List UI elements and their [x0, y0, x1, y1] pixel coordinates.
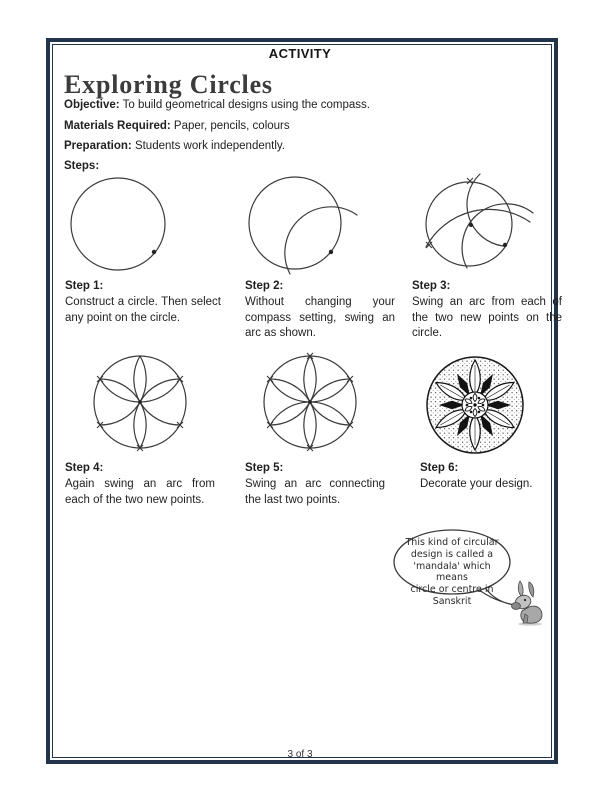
step4-text: Again swing an arc from each of the two new points. [65, 478, 215, 506]
donkey-ear-right [529, 582, 534, 597]
petal-arc-upper-left [270, 356, 316, 425]
activity-header: ACTIVITY [268, 46, 332, 61]
mandala [427, 357, 523, 453]
step4-figure-rosette-partial [62, 350, 227, 460]
preparation-label: Preparation: [64, 140, 132, 152]
petal-arc-upper-right [304, 356, 350, 425]
donkey-eye [524, 599, 526, 601]
step6-figure-decorated-mandala [408, 350, 568, 460]
intersection-mark-top [467, 178, 473, 184]
step3-figure-circle-with-three-arcs [406, 173, 566, 278]
step6-text: Decorate your design. [420, 478, 533, 490]
compass-arc-1 [462, 204, 533, 268]
step1-caption [65, 280, 221, 326]
petal-arc-top [270, 379, 350, 402]
compass-arc-3 [426, 209, 530, 247]
centre-point [469, 223, 473, 227]
step5-figure-rosette-complete [238, 350, 403, 460]
petal-arc-lower-left [270, 379, 316, 448]
petal-arc-bottom [270, 402, 350, 425]
callout-text [396, 537, 508, 608]
callout-line-4: circle or centre in [410, 584, 494, 596]
step4-caption [65, 462, 215, 508]
materials-text: Paper, pencils, colours [170, 120, 290, 132]
marked-point [152, 250, 156, 254]
centre-point [308, 400, 312, 404]
callout-line-5: Sanskrit [432, 595, 472, 607]
donkey-ear-left [518, 581, 523, 597]
marked-point [329, 250, 333, 254]
centre-point [138, 400, 142, 404]
petal-arc-lower-right [304, 379, 350, 448]
petal-arc-lower-left [100, 379, 146, 448]
step4-label: Step 4: [65, 462, 104, 474]
compass-arc [285, 207, 357, 274]
step6-label: Step 6: [420, 462, 459, 474]
step3-label: Step 3: [412, 280, 451, 292]
circle-outline [71, 178, 165, 270]
preparation-line [64, 140, 285, 152]
materials-label: Materials Required: [64, 120, 171, 132]
objective-line [64, 99, 370, 111]
step3-text: Swing an arc from each of the two new points on the circle. [412, 296, 562, 339]
step2-figure-circle-with-one-arc [238, 173, 403, 277]
step2-caption [245, 280, 395, 342]
materials-line [64, 120, 290, 132]
steps-label: Steps: [64, 160, 100, 172]
step1-figure-circle-with-marked-point [62, 173, 227, 276]
petal-arc-upper-right [134, 356, 180, 425]
callout-line-2: design is called a [410, 548, 494, 560]
step2-label: Step 2: [245, 280, 284, 292]
petal-arc-top [100, 379, 180, 402]
step5-label: Step 5: [245, 462, 284, 474]
step5-text: Swing an arc connecting the last two points. [245, 478, 385, 506]
petal-arc-lower-right [134, 379, 180, 448]
marked-point [503, 243, 507, 247]
preparation-text: Students work independently. [131, 140, 285, 152]
objective-label: Objective: [64, 99, 120, 111]
page-number: 3 of 3 [287, 749, 313, 760]
step6-caption [420, 462, 556, 493]
step5-caption [245, 462, 385, 508]
step3-caption [412, 280, 562, 342]
page-title: Exploring Circles [64, 70, 273, 99]
step2-text: Without changing your compass setting, swing an arc as shown. [245, 296, 395, 339]
step1-label: Step 1: [65, 280, 104, 292]
objective-text: To build geometrical designs using the compass. [119, 99, 370, 111]
callout-line-1: This kind of circular [405, 537, 499, 548]
callout-line-3: 'mandala' which means [413, 560, 491, 584]
donkey-muzzle [512, 603, 521, 610]
circle-outline [249, 177, 341, 269]
step1-text: Construct a circle. Then select any point on the circle. [65, 296, 221, 324]
petal-arc-upper-left [100, 356, 146, 425]
donkey-illustration [506, 580, 544, 626]
